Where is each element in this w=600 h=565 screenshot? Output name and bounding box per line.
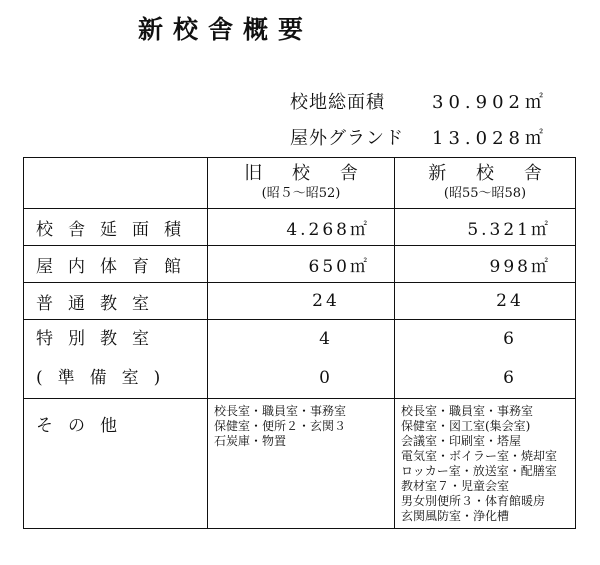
old-other-rooms bbox=[208, 399, 395, 529]
table-row bbox=[24, 320, 576, 399]
table-row bbox=[24, 246, 576, 283]
header-row bbox=[24, 158, 576, 209]
old-special-classrooms: 4 bbox=[319, 329, 333, 349]
list-item: 校長室・職員室・事務室 bbox=[214, 404, 347, 418]
site-area-value: 30.902㎡ bbox=[432, 92, 548, 113]
new-building-name: 新 校 舎 bbox=[428, 163, 554, 184]
header-corner-cell bbox=[24, 158, 208, 209]
new-floor-area: 5.321㎡ bbox=[395, 209, 576, 246]
site-area-row bbox=[290, 88, 548, 114]
new-special-classrooms-cell bbox=[395, 320, 576, 399]
list-item: 男女別便所３・体育館暖房 bbox=[401, 494, 546, 508]
ground-area-row bbox=[290, 124, 548, 150]
row-label-regular-classrooms: 普通教室 bbox=[24, 283, 208, 320]
row-label-other: その他 bbox=[24, 399, 208, 529]
ground-area-label: 屋外グランド bbox=[290, 128, 404, 149]
ground-area-value: 13.028㎡ bbox=[432, 128, 548, 149]
list-item: ロッカー室・放送室・配膳室 bbox=[401, 464, 557, 478]
list-item: 石炭庫・物置 bbox=[214, 434, 287, 448]
row-label-gymnasium: 屋内体育館 bbox=[24, 246, 208, 283]
old-regular-classrooms: 24 bbox=[208, 283, 395, 320]
table-row bbox=[24, 209, 576, 246]
old-gymnasium: 650㎡ bbox=[208, 246, 395, 283]
old-building-period: (昭５～昭52) bbox=[261, 186, 341, 201]
row-label-floor-area: 校舎延面積 bbox=[24, 209, 208, 246]
old-building-name: 旧 校 舎 bbox=[244, 163, 370, 184]
list-item: 電気室・ボイラー室・焼却室 bbox=[401, 449, 558, 463]
list-item: 玄関風防室・浄化槽 bbox=[401, 509, 510, 523]
new-regular-classrooms: 24 bbox=[395, 283, 576, 320]
list-item: 教材室７・児童会室 bbox=[401, 479, 510, 493]
new-gymnasium: 998㎡ bbox=[395, 246, 576, 283]
table-row bbox=[24, 283, 576, 320]
list-item: 保健室・図工室(集会室) bbox=[401, 419, 531, 433]
page-title: 新校舎概要 bbox=[138, 15, 314, 44]
new-other-rooms bbox=[395, 399, 576, 529]
header-old-building bbox=[208, 158, 395, 209]
list-item: 校長室・職員室・事務室 bbox=[401, 404, 534, 418]
old-prep-rooms: 0 bbox=[319, 368, 333, 388]
old-special-classrooms-cell bbox=[208, 320, 395, 399]
row-label-special-classrooms: 特別教室 bbox=[36, 329, 164, 349]
old-floor-area: 4.268㎡ bbox=[208, 209, 395, 246]
special-classrooms-label-cell bbox=[24, 320, 208, 399]
site-area-label: 校地総面積 bbox=[290, 92, 385, 113]
new-special-classrooms: 6 bbox=[503, 329, 517, 349]
table-row bbox=[24, 399, 576, 529]
list-item: 会議室・印刷室・塔屋 bbox=[401, 434, 522, 448]
list-item: 保健室・便所２・玄関３ bbox=[214, 419, 347, 433]
row-label-prep-rooms: (準備室) bbox=[36, 368, 176, 388]
new-building-period: (昭55～昭58) bbox=[443, 186, 527, 201]
header-new-building bbox=[395, 158, 576, 209]
comparison-table bbox=[23, 157, 576, 529]
new-prep-rooms: 6 bbox=[503, 368, 517, 388]
